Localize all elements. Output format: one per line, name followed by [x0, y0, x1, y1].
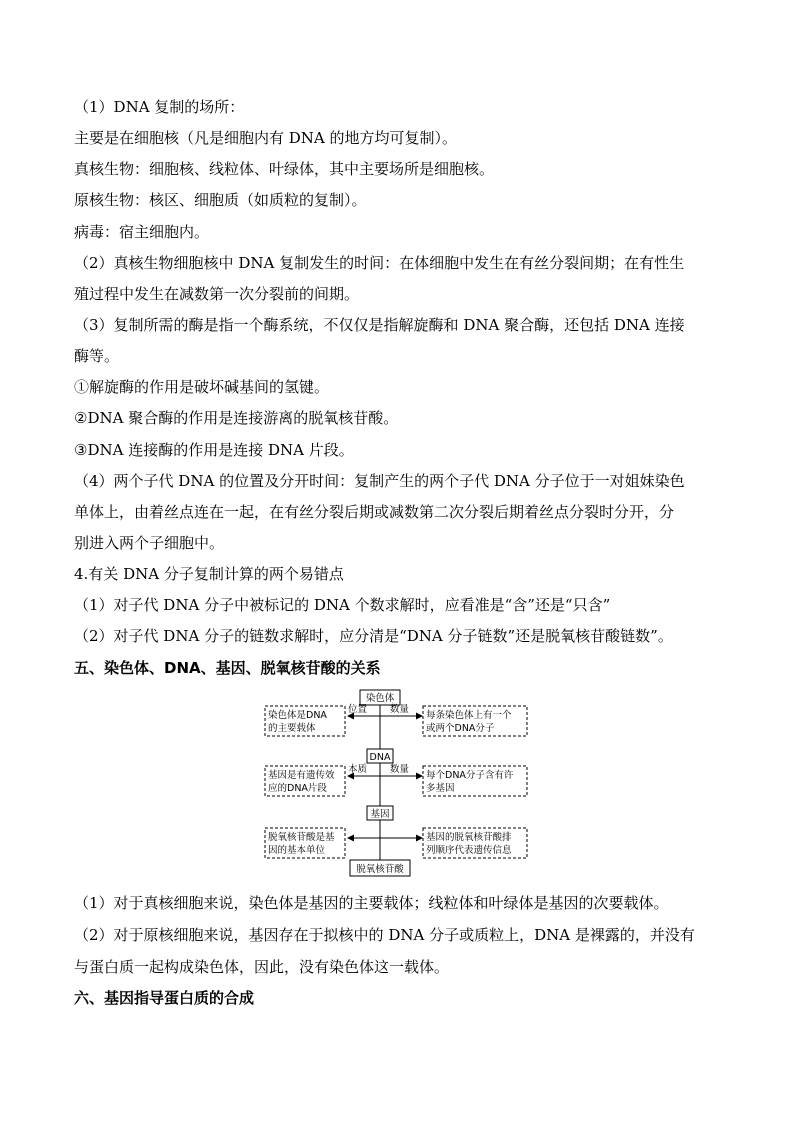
left-note-text: 染色体是DNA [268, 710, 327, 721]
gene-label: 基因 [370, 809, 390, 820]
chromosome-label: 染色体 [365, 693, 395, 704]
position-label: 位置 [348, 704, 368, 715]
paragraph-line: 4.有关 DNA 分子复制计算的两个易错点 [74, 565, 344, 583]
paragraph-line: 真核生物：细胞核、线粒体、叶绿体，其中主要场所是细胞核。 [74, 160, 495, 178]
quantity-label: 数量 [390, 704, 410, 715]
paragraph-line: （1）对子代 DNA 分子中被标记的 DNA 个数求解时，应看准是“含”还是“只含” [74, 596, 611, 614]
right-note-text: 或两个DNA分子 [426, 723, 495, 734]
left-note-text: 因的基本单位 [268, 845, 326, 856]
paragraph-line: （4）两个子代 DNA 的位置及分开时间：复制产生的两个子代 DNA 分子位于一对姐妹染色 [74, 472, 685, 490]
paragraph-line: 别进入两个子细胞中。 [74, 534, 225, 552]
paragraph-line: ③DNA 连接酶的作用是连接 DNA 片段。 [74, 441, 354, 459]
paragraph-line: 酶等。 [74, 347, 120, 365]
paragraph-line: （2）真核生物细胞核中 DNA 复制发生的时间：在体细胞中发生在有丝分裂间期；在有性生 [74, 254, 685, 272]
paragraph-line: （2）对子代 DNA 分子的链数求解时，应分清是“DNA 分子链数”还是脱氧核苷酸链数”。 [74, 627, 673, 645]
right-note-text: 基因的脱氧核苷酸排 [426, 832, 512, 843]
paragraph-line: 单体上，由着丝点连在一起，在有丝分裂后期或减数第二次分裂后期着丝点分裂时分开，分 [74, 503, 675, 521]
paragraph-line: ①解旋酶的作用是破坏碱基间的氢键。 [74, 378, 330, 396]
essence-label: 本质 [348, 764, 368, 775]
paragraph-line: 病毒：宿主细胞内。 [74, 223, 210, 241]
right-note-text: 列顺序代表遗传信息 [426, 845, 512, 856]
paragraph-line: （3）复制所需的酶是指一个酶系统，不仅仅是指解旋酶和 DNA 聚合酶，还包括 DNA 连接 [74, 316, 685, 334]
paragraph-line: 主要是在细胞核（凡是细胞内有 DNA 的地方均可复制）。 [74, 129, 458, 147]
left-note-text: 应的DNA片段 [268, 783, 327, 794]
paragraph-line: （1）DNA 复制的场所： [74, 98, 245, 116]
paragraph-line: 殖过程中发生在减数第一次分裂前的间期。 [74, 285, 360, 303]
left-note-text: 基因是有遗传效 [268, 770, 335, 781]
section-heading-6: 六、基因指导蛋白质的合成 [74, 989, 255, 1007]
right-note-text: 每个DNA分子含有许 [426, 770, 514, 781]
paragraph-line: （2）对于原核细胞来说，基因存在于拟核中的 DNA 分子或质粒上，DNA 是裸露的，并没有 [74, 926, 695, 944]
dna-label: DNA [369, 752, 391, 763]
left-note-text: 的主要载体 [268, 723, 316, 734]
right-note-text: 每条染色体上有一个 [426, 710, 512, 721]
nucleotide-label: 脱氧核苷酸 [356, 864, 404, 875]
left-note-text: 脱氧核苷酸是基 [268, 832, 335, 843]
paragraph-line: （1）对于真核细胞来说，染色体是基因的主要载体；线粒体和叶绿体是基因的次要载体。 [74, 894, 669, 912]
right-note-text: 多基因 [426, 783, 455, 794]
relationship-diagram [260, 688, 532, 880]
section-heading-5: 五、染色体、DNA、基因、脱氧核苷酸的关系 [74, 659, 381, 677]
paragraph-line: ②DNA 聚合酶的作用是连接游离的脱氧核苷酸。 [74, 409, 399, 427]
quantity-label: 数量 [390, 764, 410, 775]
paragraph-line: 原核生物：核区、细胞质（如质粒的复制）。 [74, 191, 367, 209]
paragraph-line: 与蛋白质一起构成染色体，因此，没有染色体这一载体。 [74, 958, 450, 976]
